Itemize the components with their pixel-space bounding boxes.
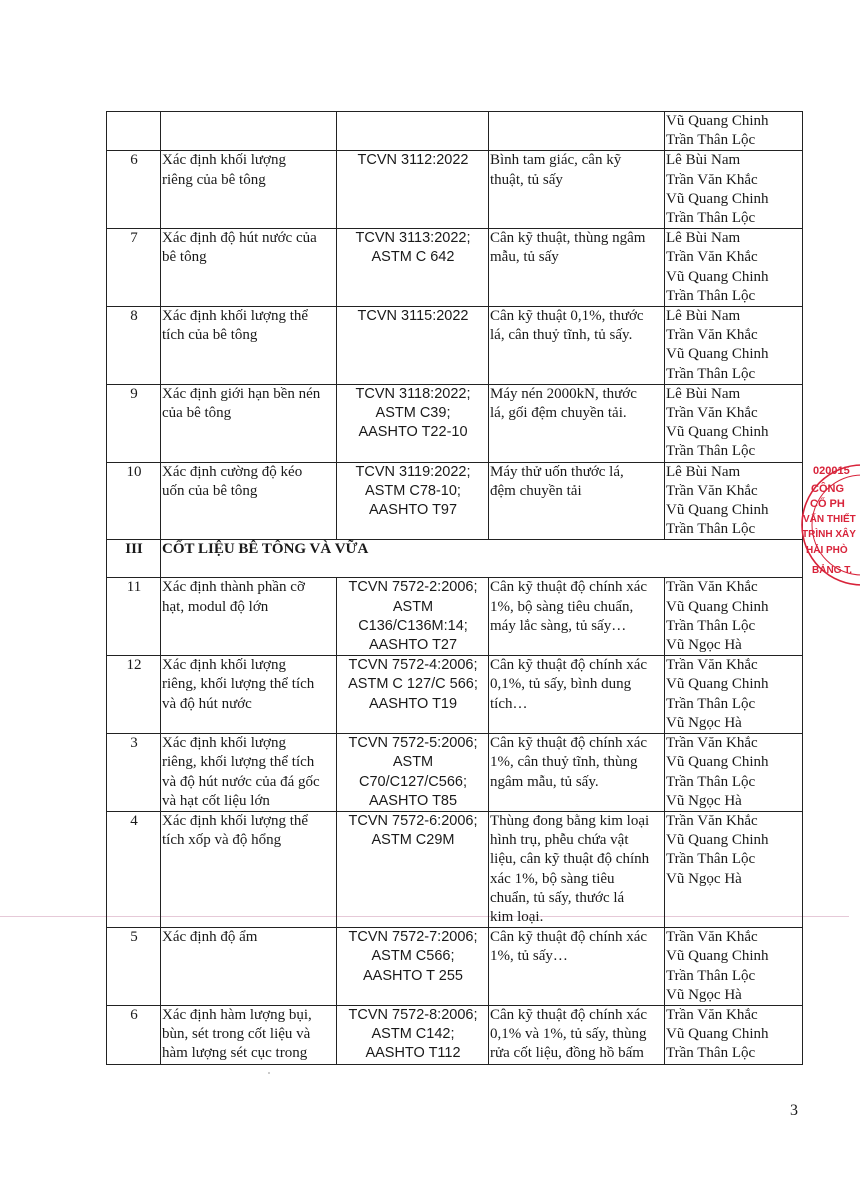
test-staff — [665, 656, 803, 734]
row-number: 6 — [107, 151, 161, 229]
test-equipment — [489, 112, 665, 151]
test-standard — [337, 229, 489, 307]
test-equipment-line: đệm chuyền tải — [490, 482, 582, 499]
test-staff-line: Trần Văn Khắc — [666, 657, 758, 674]
test-standard-line: ASTM C29M — [371, 832, 455, 849]
test-staff-line: Trần Thân Lộc — [666, 617, 756, 634]
test-standard-line: TCVN 7572-8:2006; — [348, 1006, 478, 1023]
test-name — [161, 928, 337, 1006]
test-equipment-line: mẫu, tủ sấy — [490, 249, 559, 266]
test-name-line: Xác định hàm lượng bụi, — [162, 1006, 312, 1023]
test-equipment-line: thuật, tủ sấy — [490, 171, 563, 188]
stamp-text-line: HẢI PHÒ — [806, 545, 848, 556]
test-name — [161, 656, 337, 734]
test-staff — [665, 811, 803, 927]
test-staff-line: Trần Thân Lộc — [666, 443, 756, 460]
test-staff — [665, 307, 803, 385]
table-row — [107, 928, 803, 1006]
test-staff-line: Vũ Quang Chinh — [666, 948, 769, 965]
test-equipment — [489, 578, 665, 656]
test-staff-line: Trần Thân Lộc — [666, 695, 756, 712]
test-standard-line: ASTM C78-10; — [365, 482, 461, 499]
row-number: 10 — [107, 462, 161, 540]
test-name-line: Xác định độ hút nước của — [162, 230, 317, 247]
test-equipment-line: 1%, cân thuỷ tĩnh, thùng — [490, 754, 638, 771]
test-name-line: hạt, modul độ lớn — [162, 598, 269, 615]
test-equipment-line: máy lắc sàng, tủ sấy… — [490, 617, 627, 634]
test-staff-line: Trần Văn Khắc — [666, 929, 758, 946]
test-staff-line: Vũ Quang Chinh — [666, 268, 769, 285]
test-name-line: uốn của bê tông — [162, 482, 258, 499]
test-equipment-line: lá, cân thuỷ tĩnh, tủ sấy. — [490, 327, 633, 344]
test-name — [161, 151, 337, 229]
test-equipment — [489, 462, 665, 540]
test-staff — [665, 462, 803, 540]
row-number: 8 — [107, 307, 161, 385]
test-equipment-line: Cân kỹ thuật độ chính xác — [490, 929, 648, 946]
test-staff-line: Trần Văn Khắc — [666, 579, 758, 596]
section-row — [107, 540, 803, 578]
stamp-text-line: CỔ PH — [810, 498, 845, 510]
test-staff — [665, 151, 803, 229]
row-number: 7 — [107, 229, 161, 307]
test-name-line: bê tông — [162, 249, 207, 266]
test-staff-line: Lê Bùi Nam — [666, 230, 741, 247]
test-standard-line: TCVN 7572-6:2006; — [348, 812, 478, 829]
test-staff-line: Lê Bùi Nam — [666, 152, 741, 169]
test-staff — [665, 734, 803, 812]
test-name-line: và độ hút nước của đá gốc — [162, 773, 320, 790]
test-equipment-line: Cân kỹ thuật, thùng ngâm — [490, 230, 646, 247]
test-name-line: riêng, khối lượng thể tích — [162, 676, 315, 693]
table-row — [107, 462, 803, 540]
test-staff-line: Vũ Quang Chinh — [666, 676, 769, 693]
table-row — [107, 384, 803, 462]
test-standard-line: ASTM C 642 — [371, 249, 455, 266]
test-name-line: Xác định khối lượng thể — [162, 308, 309, 325]
test-name-line: của bê tông — [162, 405, 232, 422]
test-equipment — [489, 229, 665, 307]
row-number: 5 — [107, 928, 161, 1006]
stamp-text-line: VẤN THIẾT — [803, 514, 856, 525]
test-standard-line: TCVN 7572-4:2006; — [348, 657, 478, 674]
row-number: 12 — [107, 656, 161, 734]
test-equipment — [489, 1005, 665, 1064]
row-number — [107, 112, 161, 151]
row-number: 6 — [107, 1005, 161, 1064]
test-standard-line: TCVN 7572-7:2006; — [348, 929, 478, 946]
table-row — [107, 229, 803, 307]
test-staff-line: Vũ Quang Chinh — [666, 190, 769, 207]
test-equipment-line: Cân kỹ thuật độ chính xác — [490, 657, 648, 674]
test-standard — [337, 462, 489, 540]
test-staff-line: Vũ Ngọc Hà — [666, 870, 742, 887]
test-equipment-line: 1%, bộ sàng tiêu chuẩn, — [490, 598, 634, 615]
test-staff-line: Vũ Quang Chinh — [666, 346, 769, 363]
test-standard-line: TCVN 3119:2022; — [355, 463, 471, 480]
test-standard — [337, 1005, 489, 1064]
table-row — [107, 656, 803, 734]
test-staff-line: Trần Văn Khắc — [666, 735, 758, 752]
test-equipment-line: ngâm mẫu, tủ sấy. — [490, 773, 599, 790]
test-staff-line: Trần Văn Khắc — [666, 482, 758, 499]
test-staff-line: Trần Thân Lộc — [666, 521, 756, 538]
test-equipment-line: tích… — [490, 695, 528, 712]
test-standard — [337, 112, 489, 151]
test-standard-line: ASTM C566; — [371, 948, 455, 965]
test-staff-line: Vũ Ngọc Hà — [666, 792, 742, 809]
test-standard-line: ASTM — [392, 754, 434, 771]
test-staff-line: Trần Thân Lộc — [666, 1045, 756, 1062]
test-name — [161, 384, 337, 462]
test-staff-line: Vũ Quang Chinh — [666, 754, 769, 771]
test-standard-line: ASTM C39; — [375, 405, 451, 422]
test-staff-line: Vũ Quang Chinh — [666, 424, 769, 441]
test-standard-line: TCVN 3115:2022 — [357, 308, 469, 325]
test-standard-line: TCVN 3112:2022 — [357, 152, 469, 169]
test-name-line: và hạt cốt liệu lớn — [162, 792, 270, 809]
test-staff — [665, 384, 803, 462]
row-number: 3 — [107, 734, 161, 812]
table-row — [107, 112, 803, 151]
test-name-line: Xác định giới hạn bền nén — [162, 385, 321, 402]
table-row — [107, 151, 803, 229]
test-staff-line: Trần Thân Lộc — [666, 210, 756, 227]
section-number: III — [107, 540, 161, 578]
row-number: 9 — [107, 384, 161, 462]
test-name-line: bùn, sét trong cốt liệu và — [162, 1026, 311, 1043]
test-staff-line: Trần Thân Lộc — [666, 132, 756, 149]
test-equipment-line: Máy thử uốn thước lá, — [490, 463, 624, 480]
test-equipment-line: Thùng đong bằng kim loại — [490, 812, 650, 829]
test-staff-line: Trần Văn Khắc — [666, 812, 758, 829]
test-staff-line: Lê Bùi Nam — [666, 308, 741, 325]
test-equipment-line: 0,1% và 1%, tủ sấy, thùng — [490, 1026, 647, 1043]
test-equipment-line: rửa cốt liệu, đồng hồ bấm — [490, 1045, 644, 1062]
test-staff-line: Vũ Quang Chinh — [666, 502, 769, 519]
test-standard-line: C136/C136M:14; — [358, 617, 468, 634]
test-staff-line: Lê Bùi Nam — [666, 385, 741, 402]
test-standard-line: AASHTO T19 — [368, 695, 458, 712]
test-standard — [337, 307, 489, 385]
test-name-line: tích của bê tông — [162, 327, 258, 344]
test-staff-line: Vũ Quang Chinh — [666, 832, 769, 849]
test-standard-line: AASHTO T97 — [368, 502, 458, 519]
test-standard-line: ASTM C142; — [371, 1026, 455, 1043]
test-staff-line: Trần Văn Khắc — [666, 249, 758, 266]
test-staff-line: Vũ Ngọc Hà — [666, 986, 742, 1003]
test-standard — [337, 811, 489, 927]
test-standard-line: AASHTO T85 — [368, 792, 458, 809]
test-standard — [337, 384, 489, 462]
test-equipment — [489, 307, 665, 385]
test-name-line: hàm lượng sét cục trong — [162, 1045, 308, 1062]
test-name-line: riêng, khối lượng thể tích — [162, 754, 315, 771]
section-title: CỐT LIỆU BÊ TÔNG VÀ VỮA — [161, 540, 803, 578]
test-standard — [337, 578, 489, 656]
test-standard — [337, 928, 489, 1006]
test-name-line: Xác định khối lượng thể — [162, 812, 309, 829]
test-standard-line: C70/C127/C566; — [358, 773, 467, 790]
stamp-text-line: TRÌNH XÂY — [802, 529, 856, 540]
test-staff — [665, 1005, 803, 1064]
test-equipment — [489, 384, 665, 462]
test-name — [161, 578, 337, 656]
table-row — [107, 307, 803, 385]
test-name-line: Xác định khối lượng — [162, 152, 286, 169]
test-equipment-line: xác 1%, bộ sàng tiêu — [490, 870, 615, 887]
test-equipment — [489, 811, 665, 927]
test-standard — [337, 734, 489, 812]
test-name — [161, 229, 337, 307]
table-row — [107, 734, 803, 812]
test-name — [161, 307, 337, 385]
test-staff — [665, 229, 803, 307]
stamp-text-line: BẢNG T. — [812, 565, 852, 576]
test-standard — [337, 151, 489, 229]
test-standard-line: TCVN 7572-2:2006; — [348, 579, 478, 596]
test-equipment — [489, 928, 665, 1006]
test-staff — [665, 578, 803, 656]
test-name-line: Xác định khối lượng — [162, 735, 286, 752]
test-equipment-line: kim loại. — [490, 908, 544, 925]
test-standard-line: AASHTO T112 — [365, 1045, 461, 1062]
test-equipment-line: 0,1%, tủ sấy, bình dung — [490, 676, 632, 693]
test-standard-line: ASTM C 127/C 566; — [348, 676, 478, 693]
company-stamp — [800, 455, 860, 595]
test-name — [161, 1005, 337, 1064]
test-name — [161, 112, 337, 151]
test-equipment-line: Máy nén 2000kN, thước — [490, 385, 637, 402]
test-name-line: riêng của bê tông — [162, 171, 266, 188]
test-equipment-line: liệu, cân kỹ thuật độ chính — [490, 851, 650, 868]
test-equipment-line: lá, gối đệm chuyền tải. — [490, 405, 627, 422]
test-equipment-line: Cân kỹ thuật 0,1%, thước — [490, 308, 644, 325]
test-staff-line: Vũ Quang Chinh — [666, 113, 769, 129]
test-standard — [337, 656, 489, 734]
table-row — [107, 578, 803, 656]
test-staff-line: Vũ Quang Chinh — [666, 1026, 769, 1043]
test-staff-line: Trần Văn Khắc — [666, 327, 758, 344]
test-staff-line: Trần Văn Khắc — [666, 171, 758, 188]
test-equipment-line: Cân kỹ thuật độ chính xác — [490, 735, 648, 752]
test-equipment-line: Cân kỹ thuật độ chính xác — [490, 579, 648, 596]
test-standard-line: TCVN 3113:2022; — [355, 230, 471, 247]
row-number: 11 — [107, 578, 161, 656]
test-equipment-line: hình trụ, phễu chứa vật — [490, 832, 629, 849]
test-equipment-line: chuẩn, tủ sấy, thước lá — [490, 889, 625, 906]
test-name-line: Xác định thành phần cỡ — [162, 579, 305, 596]
test-staff-line: Trần Văn Khắc — [666, 1006, 758, 1023]
test-standard-line: ASTM — [392, 598, 434, 615]
test-name — [161, 462, 337, 540]
test-staff-line: Trần Văn Khắc — [666, 405, 758, 422]
table-row — [107, 811, 803, 927]
test-name — [161, 734, 337, 812]
scan-speck — [268, 1072, 270, 1074]
test-name-line: Xác định độ ẩm — [162, 929, 258, 946]
test-equipment — [489, 656, 665, 734]
stamp-text-line: CÔNG — [811, 483, 844, 495]
stamp-text-line: 020015 — [813, 465, 850, 477]
test-methods-table — [106, 111, 803, 1065]
test-name-line: Xác định cường độ kéo — [162, 463, 303, 480]
test-name-line: Xác định khối lượng — [162, 657, 286, 674]
test-staff-line: Trần Thân Lộc — [666, 967, 756, 984]
test-staff-line: Vũ Ngọc Hà — [666, 637, 742, 654]
test-name-line: và độ hút nước — [162, 695, 252, 712]
test-staff-line: Trần Thân Lộc — [666, 287, 756, 304]
test-staff-line: Vũ Ngọc Hà — [666, 714, 742, 731]
table-row — [107, 1005, 803, 1064]
test-staff-line: Trần Thân Lộc — [666, 851, 756, 868]
test-standard-line: AASHTO T27 — [368, 637, 458, 654]
test-staff — [665, 112, 803, 151]
test-equipment-line: Bình tam giác, cân kỹ — [490, 152, 622, 169]
test-standard-line: TCVN 3118:2022; — [355, 385, 471, 402]
test-staff — [665, 928, 803, 1006]
test-equipment-line: Cân kỹ thuật độ chính xác — [490, 1006, 648, 1023]
test-standard-line: TCVN 7572-5:2006; — [348, 735, 478, 752]
test-staff-line: Lê Bùi Nam — [666, 463, 741, 480]
test-standard-line: AASHTO T 255 — [363, 967, 463, 984]
test-equipment — [489, 734, 665, 812]
test-equipment-line: 1%, tủ sấy… — [490, 948, 568, 965]
test-staff-line: Vũ Quang Chinh — [666, 598, 769, 615]
test-name — [161, 811, 337, 927]
row-number: 4 — [107, 811, 161, 927]
test-staff-line: Trần Thân Lộc — [666, 773, 756, 790]
test-staff-line: Trần Thân Lộc — [666, 365, 756, 382]
test-name-line: tích xốp và độ hổng — [162, 832, 282, 849]
test-standard-line: AASHTO T22-10 — [358, 424, 468, 441]
test-equipment — [489, 151, 665, 229]
page-number: 3 — [790, 1102, 798, 1119]
